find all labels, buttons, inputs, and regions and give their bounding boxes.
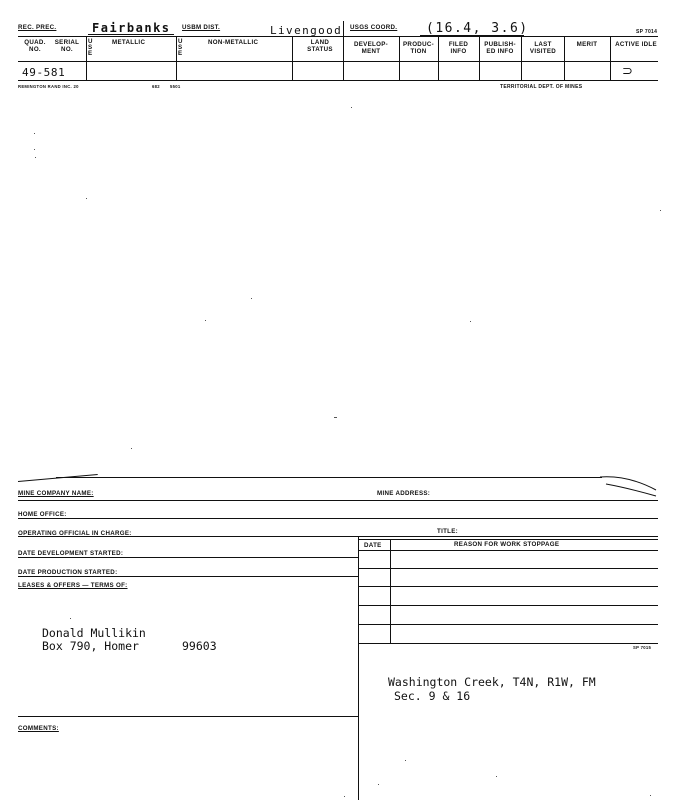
col-quad-no: QUAD. NO. <box>24 39 46 53</box>
rec-prec-label: REC. PREC. <box>18 24 57 31</box>
home-office-label: HOME OFFICE: <box>18 511 67 518</box>
top-form-number: SP 7014 <box>636 29 658 35</box>
usgs-coord-label: USGS COORD. <box>350 24 398 31</box>
lessee-address: Box 790, Homer <box>42 639 139 653</box>
date-column-header: DATE <box>364 542 382 549</box>
col-filed-info: FILED INFO <box>448 41 469 55</box>
bottom-form-number: SP 7015 <box>633 645 652 650</box>
usgs-coord-value: (16.4, 3.6) <box>426 21 529 36</box>
printer-code2: 5501 <box>170 84 181 89</box>
date-development-label: DATE DEVELOPMENT STARTED: <box>18 550 124 557</box>
leases-offers-label: LEASES & OFFERS — TERMS OF: <box>18 582 128 589</box>
col-published-info: PUBLISH- ED INFO <box>484 41 516 55</box>
col-last-visited: LAST VISITED <box>529 41 557 55</box>
printer-code1: 682 <box>152 84 160 89</box>
date-production-label: DATE PRODUCTION STARTED: <box>18 569 118 576</box>
operating-official-label: OPERATING OFFICIAL IN CHARGE: <box>18 530 132 537</box>
reason-column-header: REASON FOR WORK STOPPAGE <box>454 541 560 548</box>
serial-number-value: 49-581 <box>22 66 66 79</box>
card-corner-curl <box>598 474 658 498</box>
usbm-dist-label: USBM DIST. <box>182 24 221 31</box>
mine-company-label: MINE COMPANY NAME: <box>18 490 94 497</box>
active-idle-mark: ⊃ <box>622 64 633 79</box>
department-name: TERRITORIAL DEPT. OF MINES <box>500 84 583 90</box>
printer-imprint: REMINGTON RAND INC. 20 <box>18 84 79 89</box>
location-line1: Washington Creek, T4N, R1W, FM <box>388 675 596 689</box>
lessee-name: Donald Mullikin <box>42 626 146 640</box>
col-merit: MERIT <box>576 41 598 48</box>
mine-address-label: MINE ADDRESS: <box>377 490 431 497</box>
title-label: TITLE: <box>437 528 459 535</box>
col-use-metallic: U S E <box>88 38 93 57</box>
col-use-nonmetallic: U S E <box>178 38 183 57</box>
comments-label: COMMENTS: <box>18 725 59 732</box>
col-serial-no: SERIAL NO. <box>54 39 80 53</box>
location-line2: Sec. 9 & 16 <box>394 689 471 703</box>
usbm-dist-value: Livengood <box>270 24 343 37</box>
rec-prec-value: Fairbanks <box>92 21 171 35</box>
col-development: DEVELOP- MENT <box>353 41 389 55</box>
col-active-idle: ACTIVE IDLE <box>615 41 657 48</box>
col-production: PRODUC- TION <box>403 41 434 55</box>
lessee-zip: 99603 <box>182 639 217 653</box>
col-non-metallic: NON-METALLIC <box>208 39 259 46</box>
col-land-status: LAND STATUS <box>307 39 333 53</box>
col-metallic: METALLIC <box>112 39 146 46</box>
